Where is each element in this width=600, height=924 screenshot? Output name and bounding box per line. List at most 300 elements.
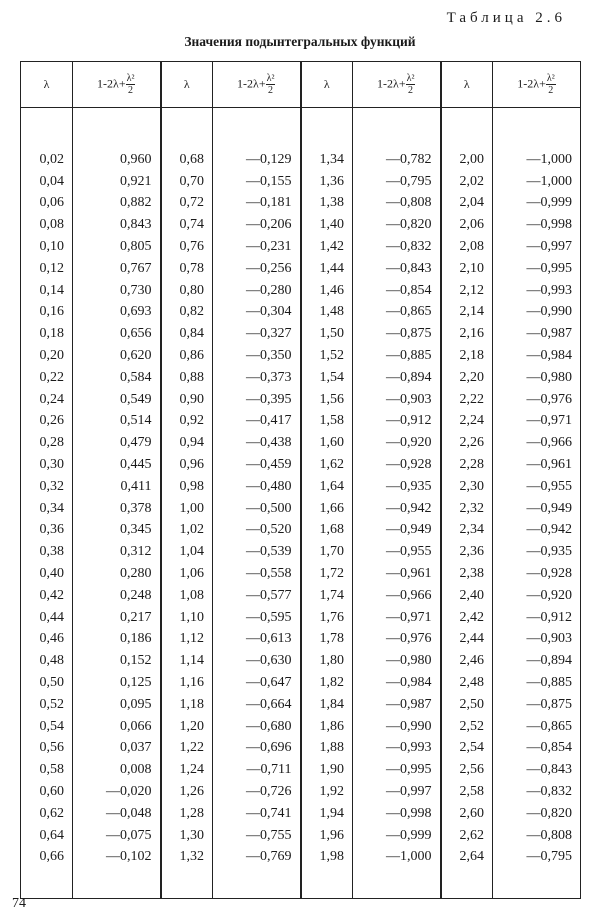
function-value-cell: —0,832 <box>353 236 441 258</box>
lambda-cell: 2,60 <box>441 803 493 825</box>
function-value-cell: 0,656 <box>73 323 161 345</box>
function-value-cell: —0,949 <box>353 520 441 542</box>
lambda-cell: 0,96 <box>161 454 213 476</box>
lambda-cell: 1,14 <box>161 650 213 672</box>
function-value-cell: —0,231 <box>213 236 301 258</box>
header-row <box>21 62 581 108</box>
table-row <box>21 694 581 716</box>
function-value-cell: —0,987 <box>353 694 441 716</box>
function-value-cell: —0,795 <box>353 171 441 193</box>
lambda-cell: 0,84 <box>161 323 213 345</box>
lambda-cell: 0,08 <box>21 214 73 236</box>
lambda-cell: 2,34 <box>441 520 493 542</box>
lambda-cell: 1,30 <box>161 825 213 847</box>
lambda-cell: 1,38 <box>301 193 353 215</box>
lambda-cell: 1,78 <box>301 629 353 651</box>
function-value-cell: —0,942 <box>526 522 572 538</box>
spacer-row <box>21 868 581 899</box>
page-number: 74 <box>12 896 26 911</box>
lambda-cell: 0,24 <box>21 389 73 411</box>
function-value-cell: 0,620 <box>73 345 161 367</box>
lambda-cell: 0,10 <box>21 236 73 258</box>
function-value-cell: —0,795 <box>526 849 572 865</box>
function-value-cell: —0,832 <box>526 784 572 799</box>
function-value-cell: —0,935 <box>526 544 572 560</box>
spacer-cell <box>213 108 301 150</box>
header-function <box>213 62 301 108</box>
function-value-cell: —0,885 <box>353 345 441 367</box>
function-value-cell: —0,843 <box>353 258 441 280</box>
lambda-cell: 1,52 <box>301 345 353 367</box>
function-value-cell: —0,865 <box>353 302 441 324</box>
lambda-cell: 1,80 <box>301 650 353 672</box>
header-function-prefix: 1-2λ+ <box>237 76 266 91</box>
lambda-cell: 1,10 <box>161 607 213 629</box>
function-value-cell: —0,912 <box>353 411 441 433</box>
header-function <box>353 62 441 108</box>
lambda-cell: 0,52 <box>21 694 73 716</box>
function-value-cell: 0,882 <box>73 193 161 215</box>
lambda-cell: 1,36 <box>301 171 353 193</box>
table-row <box>21 563 581 585</box>
function-value-cell: —0,417 <box>213 411 301 433</box>
lambda-cell: 1,92 <box>301 781 353 803</box>
lambda-cell: 2,16 <box>441 323 493 345</box>
function-value-cell: —0,912 <box>526 609 572 625</box>
table-row <box>21 411 581 433</box>
lambda-cell: 1,44 <box>301 258 353 280</box>
lambda-cell: 1,20 <box>161 716 213 738</box>
function-value-cell: —0,998 <box>526 217 572 233</box>
lambda-cell: 1,58 <box>301 411 353 433</box>
function-value-cell: —0,984 <box>353 672 441 694</box>
table-row <box>21 214 581 236</box>
function-value-cell: —1,000 <box>526 173 572 189</box>
lambda-cell: 0,04 <box>21 171 73 193</box>
lambda-cell: 1,72 <box>301 563 353 585</box>
lambda-cell: 0,22 <box>21 367 73 389</box>
lambda-cell: 1,64 <box>301 476 353 498</box>
lambda-cell: 0,48 <box>21 650 73 672</box>
function-value-cell: —0,820 <box>353 214 441 236</box>
function-value-cell: —1,000 <box>526 151 572 167</box>
function-value-cell: —0,373 <box>213 367 301 389</box>
lambda-cell: 2,12 <box>441 280 493 302</box>
function-value-cell: —0,949 <box>526 500 572 516</box>
header-lambda: λ <box>21 62 73 108</box>
function-value-cell: 0,345 <box>73 520 161 542</box>
lambda-cell: 2,56 <box>441 759 493 781</box>
table-row <box>21 738 581 760</box>
spacer-cell <box>441 108 493 150</box>
lambda-cell: 0,86 <box>161 345 213 367</box>
fraction-numerator: λ² <box>546 73 555 84</box>
lambda-cell: 2,50 <box>441 694 493 716</box>
spacer-cell <box>353 868 441 899</box>
lambda-cell: 0,80 <box>161 280 213 302</box>
fraction-numerator: λ² <box>126 73 135 84</box>
table-row <box>21 171 581 193</box>
lambda-cell: 1,02 <box>161 520 213 542</box>
header-lambda: λ <box>441 62 493 108</box>
function-value-cell: —0,961 <box>526 457 572 473</box>
function-value-cell: —0,181 <box>213 193 301 215</box>
lambda-cell: 0,26 <box>21 411 73 433</box>
spacer-cell <box>21 868 73 899</box>
table-row <box>21 847 581 869</box>
function-value-cell: —0,680 <box>213 716 301 738</box>
function-value-cell: 0,921 <box>73 171 161 193</box>
lambda-cell: 0,30 <box>21 454 73 476</box>
function-value-cell: —0,630 <box>213 650 301 672</box>
table-row <box>21 476 581 498</box>
function-value-cell: —0,997 <box>353 781 441 803</box>
lambda-cell: 0,92 <box>161 411 213 433</box>
function-value-cell: 0,514 <box>73 411 161 433</box>
lambda-cell: 2,44 <box>441 629 493 651</box>
function-value-cell: —0,843 <box>526 762 572 778</box>
function-value-cell: —0,459 <box>213 454 301 476</box>
table-row <box>21 454 581 476</box>
spacer-cell <box>493 108 581 150</box>
function-value-cell: —0,903 <box>353 389 441 411</box>
function-value-cell: 0,186 <box>73 629 161 651</box>
lambda-cell: 2,04 <box>441 193 493 215</box>
lambda-cell: 2,22 <box>441 389 493 411</box>
function-value-cell: —0,971 <box>353 607 441 629</box>
function-value-cell: 0,805 <box>73 236 161 258</box>
lambda-cell: 2,18 <box>441 345 493 367</box>
lambda-cell: 1,86 <box>301 716 353 738</box>
function-value-cell: 0,280 <box>73 563 161 585</box>
lambda-cell: 0,56 <box>21 738 73 760</box>
lambda-cell: 0,94 <box>161 432 213 454</box>
function-value-cell: —0,971 <box>526 413 572 429</box>
lambda-cell: 2,38 <box>441 563 493 585</box>
lambda-cell: 1,60 <box>301 432 353 454</box>
table-row <box>21 716 581 738</box>
lambda-cell: 1,68 <box>301 520 353 542</box>
function-value-cell: —0,995 <box>353 759 441 781</box>
function-value-cell: —0,129 <box>213 149 301 171</box>
function-value-cell: —0,395 <box>213 389 301 411</box>
lambda-cell: 0,36 <box>21 520 73 542</box>
function-value-cell: —0,935 <box>353 476 441 498</box>
spacer-cell <box>21 108 73 150</box>
function-value-cell: —0,048 <box>73 803 161 825</box>
function-value-cell: —0,769 <box>213 847 301 869</box>
lambda-cell: 2,52 <box>441 716 493 738</box>
function-value-cell: —0,980 <box>353 650 441 672</box>
function-value-cell: —0,480 <box>213 476 301 498</box>
table-body <box>21 108 581 899</box>
lambda-cell: 1,42 <box>301 236 353 258</box>
function-value-cell: —0,976 <box>526 391 572 407</box>
lambda-cell: 0,76 <box>161 236 213 258</box>
function-value-cell: —0,928 <box>526 566 572 582</box>
function-value-cell: —0,990 <box>353 716 441 738</box>
lambda-cell: 0,62 <box>21 803 73 825</box>
lambda-cell: 2,46 <box>441 650 493 672</box>
lambda-cell: 1,16 <box>161 672 213 694</box>
spacer-cell <box>353 108 441 150</box>
lambda-cell: 2,54 <box>441 738 493 760</box>
lambda-cell: 0,46 <box>21 629 73 651</box>
lambda-cell: 0,34 <box>21 498 73 520</box>
lambda-cell: 2,64 <box>441 847 493 869</box>
lambda-cell: 1,32 <box>161 847 213 869</box>
lambda-cell: 0,18 <box>21 323 73 345</box>
spacer-cell <box>441 868 493 899</box>
function-value-cell: —0,976 <box>353 629 441 651</box>
lambda-cell: 0,32 <box>21 476 73 498</box>
header-function-prefix: 1-2λ+ <box>517 76 546 91</box>
fraction-denominator: 2 <box>548 85 554 96</box>
function-value-cell: —0,577 <box>213 585 301 607</box>
lambda-cell: 0,58 <box>21 759 73 781</box>
function-value-cell: 0,248 <box>73 585 161 607</box>
lambda-cell: 0,06 <box>21 193 73 215</box>
lambda-cell: 2,42 <box>441 607 493 629</box>
function-value-cell: —0,920 <box>526 587 572 603</box>
spacer-cell <box>161 108 213 150</box>
lambda-cell: 0,50 <box>21 672 73 694</box>
table-row <box>21 650 581 672</box>
lambda-cell: 0,68 <box>161 149 213 171</box>
function-value-cell: 0,960 <box>73 149 161 171</box>
function-value-cell: —0,961 <box>353 563 441 585</box>
function-value-cell: —0,998 <box>353 803 441 825</box>
function-value-cell: 0,693 <box>73 302 161 324</box>
lambda-cell: 0,90 <box>161 389 213 411</box>
fraction-denominator: 2 <box>128 85 134 96</box>
function-value-cell: 0,411 <box>73 476 161 498</box>
table-row <box>21 541 581 563</box>
function-value-cell: —0,955 <box>353 541 441 563</box>
table-row <box>21 389 581 411</box>
function-value-cell: —0,885 <box>526 675 572 691</box>
lambda-cell: 1,66 <box>301 498 353 520</box>
function-value-cell: 0,125 <box>73 672 161 694</box>
lambda-cell: 2,40 <box>441 585 493 607</box>
table-row <box>21 759 581 781</box>
function-value-cell: —0,993 <box>526 282 572 298</box>
table-row <box>21 258 581 280</box>
function-value-cell: —0,980 <box>526 369 572 385</box>
lambda-cell: 1,84 <box>301 694 353 716</box>
function-value-cell: —0,987 <box>526 326 572 342</box>
lambda-cell: 0,20 <box>21 345 73 367</box>
lambda-cell: 2,24 <box>441 411 493 433</box>
spacer-cell <box>301 868 353 899</box>
table-caption: Значения подынтегральных функций <box>184 34 416 49</box>
lambda-cell: 1,56 <box>301 389 353 411</box>
header-function-prefix: 1-2λ+ <box>377 76 406 91</box>
function-value-cell: —0,664 <box>213 694 301 716</box>
lambda-cell: 1,18 <box>161 694 213 716</box>
lambda-cell: 1,98 <box>301 847 353 869</box>
lambda-cell: 2,00 <box>441 149 493 171</box>
function-value-cell: —0,020 <box>73 781 161 803</box>
header-function-prefix: 1-2λ+ <box>97 76 126 91</box>
lambda-cell: 1,96 <box>301 825 353 847</box>
function-value-cell: —0,782 <box>353 149 441 171</box>
lambda-cell: 1,06 <box>161 563 213 585</box>
lambda-cell: 2,32 <box>441 498 493 520</box>
lambda-cell: 0,40 <box>21 563 73 585</box>
lambda-cell: 1,04 <box>161 541 213 563</box>
lambda-cell: 0,98 <box>161 476 213 498</box>
function-value-cell: 0,152 <box>73 650 161 672</box>
lambda-cell: 0,28 <box>21 432 73 454</box>
function-value-cell: —0,711 <box>213 759 301 781</box>
header-function <box>73 62 161 108</box>
function-value-cell: 0,312 <box>73 541 161 563</box>
fraction-numerator: λ² <box>406 73 415 84</box>
values-table <box>20 61 581 899</box>
function-value-cell: —0,808 <box>526 827 572 843</box>
function-value-cell: —0,995 <box>526 260 572 276</box>
function-value-cell: —0,854 <box>353 280 441 302</box>
lambda-cell: 1,40 <box>301 214 353 236</box>
lambda-cell: 1,22 <box>161 738 213 760</box>
lambda-cell: 0,54 <box>21 716 73 738</box>
lambda-cell: 2,36 <box>441 541 493 563</box>
function-value-cell: —0,539 <box>213 541 301 563</box>
function-value-cell: —0,613 <box>213 629 301 651</box>
lambda-cell: 0,60 <box>21 781 73 803</box>
function-value-cell: 0,445 <box>73 454 161 476</box>
header-fraction <box>546 73 556 96</box>
fraction-numerator: λ² <box>266 73 275 84</box>
function-value-cell: —0,997 <box>526 239 572 255</box>
function-value-cell: 0,767 <box>73 258 161 280</box>
table-row <box>21 520 581 542</box>
function-value-cell: —0,155 <box>213 171 301 193</box>
lambda-cell: 1,34 <box>301 149 353 171</box>
lambda-cell: 0,82 <box>161 302 213 324</box>
function-value-cell: —0,942 <box>353 498 441 520</box>
table-row <box>21 236 581 258</box>
lambda-cell: 1,08 <box>161 585 213 607</box>
spacer-cell <box>493 868 581 899</box>
table-row <box>21 302 581 324</box>
function-value-cell: —0,999 <box>526 195 572 211</box>
lambda-cell: 1,48 <box>301 302 353 324</box>
table-row <box>21 149 581 171</box>
function-value-cell: —0,903 <box>526 631 572 647</box>
lambda-cell: 1,70 <box>301 541 353 563</box>
fraction-denominator: 2 <box>408 85 414 96</box>
header-fraction <box>406 73 416 96</box>
table-row <box>21 280 581 302</box>
function-value-cell: —0,984 <box>526 348 572 364</box>
function-value-cell: —0,755 <box>213 825 301 847</box>
function-value-cell: 0,584 <box>73 367 161 389</box>
table-row <box>21 629 581 651</box>
spacer-cell <box>301 108 353 150</box>
lambda-cell: 2,30 <box>441 476 493 498</box>
table-row <box>21 345 581 367</box>
lambda-cell: 1,24 <box>161 759 213 781</box>
function-value-cell: —0,595 <box>213 607 301 629</box>
lambda-cell: 0,72 <box>161 193 213 215</box>
function-value-cell: —0,820 <box>526 805 572 821</box>
function-value-cell: —0,075 <box>73 825 161 847</box>
function-value-cell: 0,479 <box>73 432 161 454</box>
function-value-cell: —0,993 <box>353 738 441 760</box>
lambda-cell: 2,28 <box>441 454 493 476</box>
lambda-cell: 1,26 <box>161 781 213 803</box>
function-value-cell: —0,558 <box>213 563 301 585</box>
function-value-cell: —0,350 <box>213 345 301 367</box>
function-value-cell: —0,280 <box>213 280 301 302</box>
table-row <box>21 585 581 607</box>
lambda-cell: 2,06 <box>441 214 493 236</box>
spacer-cell <box>161 868 213 899</box>
function-value-cell: —0,966 <box>353 585 441 607</box>
lambda-cell: 2,26 <box>441 432 493 454</box>
table-row <box>21 498 581 520</box>
table-label: Таблица 2.6 <box>446 10 566 26</box>
table-row <box>21 607 581 629</box>
header-function <box>493 62 581 108</box>
function-value-cell: —0,999 <box>353 825 441 847</box>
function-value-cell: —0,920 <box>353 432 441 454</box>
lambda-cell: 1,46 <box>301 280 353 302</box>
lambda-cell: 0,74 <box>161 214 213 236</box>
lambda-cell: 0,16 <box>21 302 73 324</box>
function-value-cell: —0,875 <box>526 696 572 712</box>
function-value-cell: —0,865 <box>526 718 572 734</box>
function-value-cell: —0,256 <box>213 258 301 280</box>
function-value-cell: —0,894 <box>526 653 572 669</box>
function-value-cell: 0,095 <box>73 694 161 716</box>
lambda-cell: 2,02 <box>441 171 493 193</box>
lambda-cell: 0,42 <box>21 585 73 607</box>
table-row <box>21 432 581 454</box>
lambda-cell: 1,94 <box>301 803 353 825</box>
lambda-cell: 1,62 <box>301 454 353 476</box>
function-value-cell: —0,304 <box>213 302 301 324</box>
lambda-cell: 0,02 <box>21 149 73 171</box>
table-row <box>21 803 581 825</box>
function-value-cell: 0,008 <box>73 759 161 781</box>
header-fraction <box>126 73 136 96</box>
lambda-cell: 2,10 <box>441 258 493 280</box>
lambda-cell: 2,62 <box>441 825 493 847</box>
function-value-cell: —0,438 <box>213 432 301 454</box>
lambda-cell: 1,90 <box>301 759 353 781</box>
lambda-cell: 1,28 <box>161 803 213 825</box>
table-row <box>21 825 581 847</box>
spacer-cell <box>213 868 301 899</box>
function-value-cell: 0,066 <box>73 716 161 738</box>
function-value-cell: —0,500 <box>213 498 301 520</box>
lambda-cell: 1,54 <box>301 367 353 389</box>
lambda-cell: 2,48 <box>441 672 493 694</box>
function-value-cell: —0,808 <box>353 193 441 215</box>
lambda-cell: 2,58 <box>441 781 493 803</box>
lambda-cell: 1,88 <box>301 738 353 760</box>
function-value-cell: 0,730 <box>73 280 161 302</box>
lambda-cell: 0,64 <box>21 825 73 847</box>
lambda-cell: 2,20 <box>441 367 493 389</box>
function-value-cell: —0,928 <box>353 454 441 476</box>
table-row <box>21 672 581 694</box>
function-value-cell: —0,696 <box>213 738 301 760</box>
lambda-cell: 0,78 <box>161 258 213 280</box>
